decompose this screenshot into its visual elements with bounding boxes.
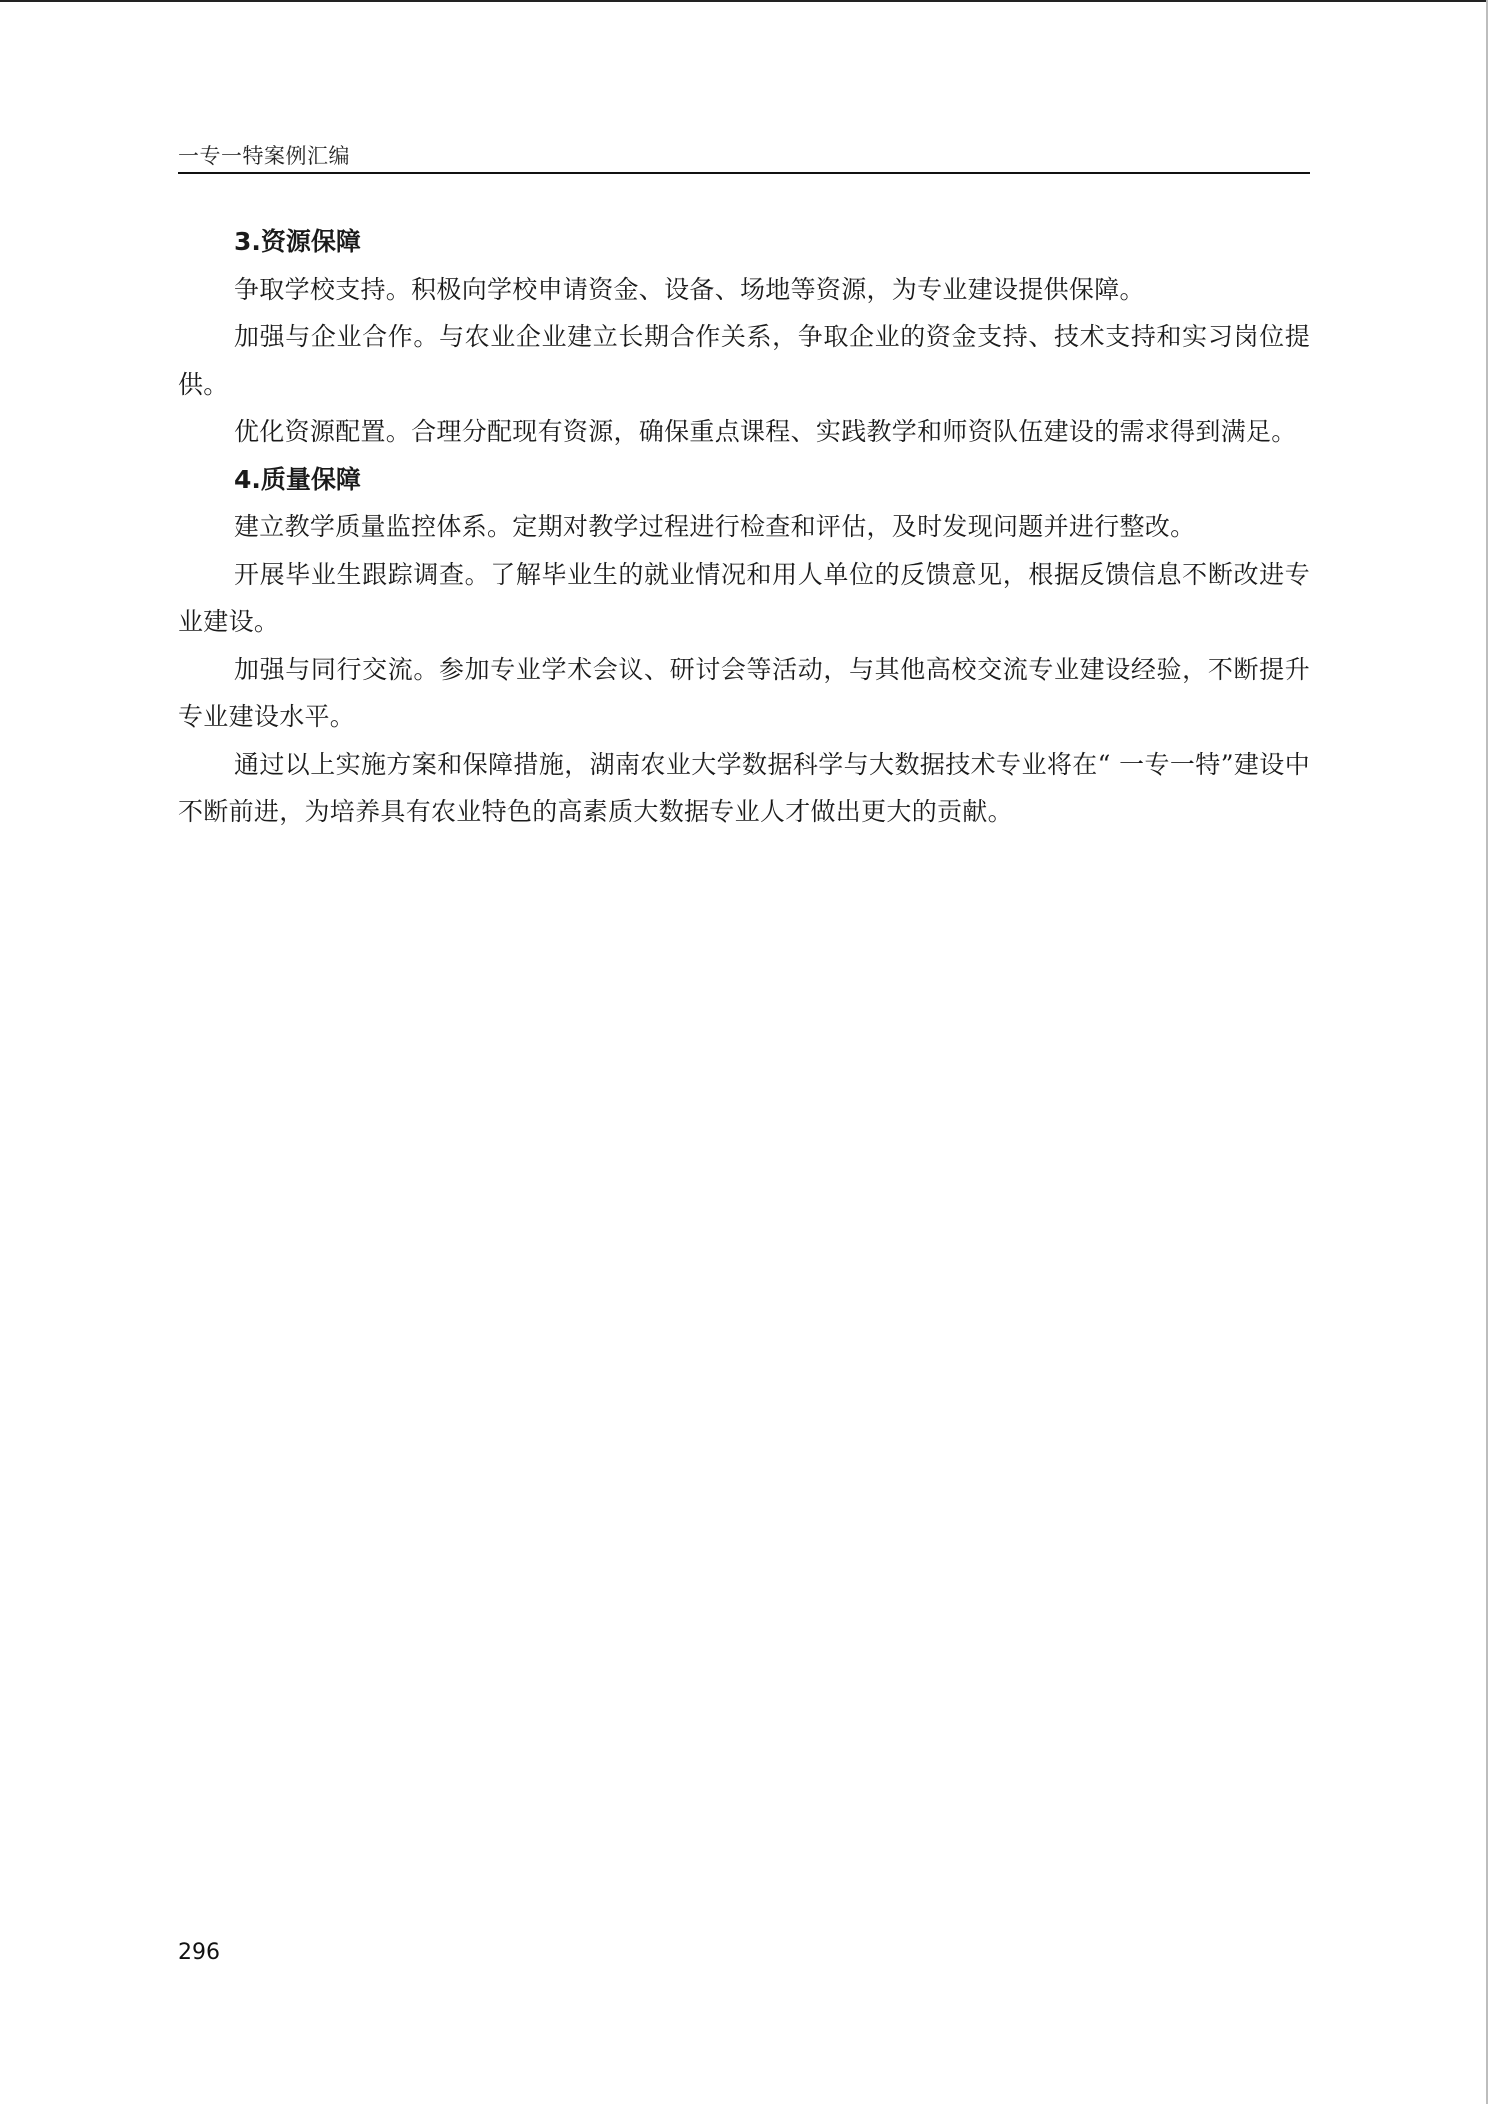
paragraph: 加强与同行交流。参加专业学术会议、研讨会等活动，与其他高校交流专业建设经验，不断提升专业建设水平。	[178, 654, 1310, 731]
page-number: 296	[178, 1940, 220, 1965]
paragraph-conclusion: 通过以上实施方案和保障措施，湖南农业大学数据科学与大数据技术专业将在“ 一专一特”建设中不断前进，为培养具有农业特色的高素质大数据专业人才做出更大的贡献。	[178, 749, 1310, 826]
paragraph: 争取学校支持。积极向学校申请资金、设备、场地等资源，为专业建设提供保障。	[234, 274, 1145, 304]
page-body	[178, 218, 1310, 836]
paragraph: 建立教学质量监控体系。定期对教学过程进行检查和评估，及时发现问题并进行整改。	[234, 512, 1196, 541]
paragraph: 开展毕业生跟踪调查。了解毕业生的就业情况和用人单位的反馈意见，根据反馈信息不断改进专业建设。	[178, 559, 1310, 636]
paragraph: 加强与企业合作。与农业企业建立长期合作关系，争取企业的资金支持、技术支持和实习岗位提供。	[178, 322, 1310, 399]
section-heading-quality: 4.质量保障	[234, 464, 361, 494]
paragraph: 优化资源配置。合理分配现有资源，确保重点课程、实践教学和师资队伍建设的需求得到满足。	[234, 417, 1297, 446]
section-heading-resources: 3.资源保障	[234, 227, 361, 256]
page-border-top	[0, 0, 1488, 2]
header-rule	[178, 172, 1310, 174]
running-header-title: 一专一特案例汇编	[178, 144, 350, 168]
